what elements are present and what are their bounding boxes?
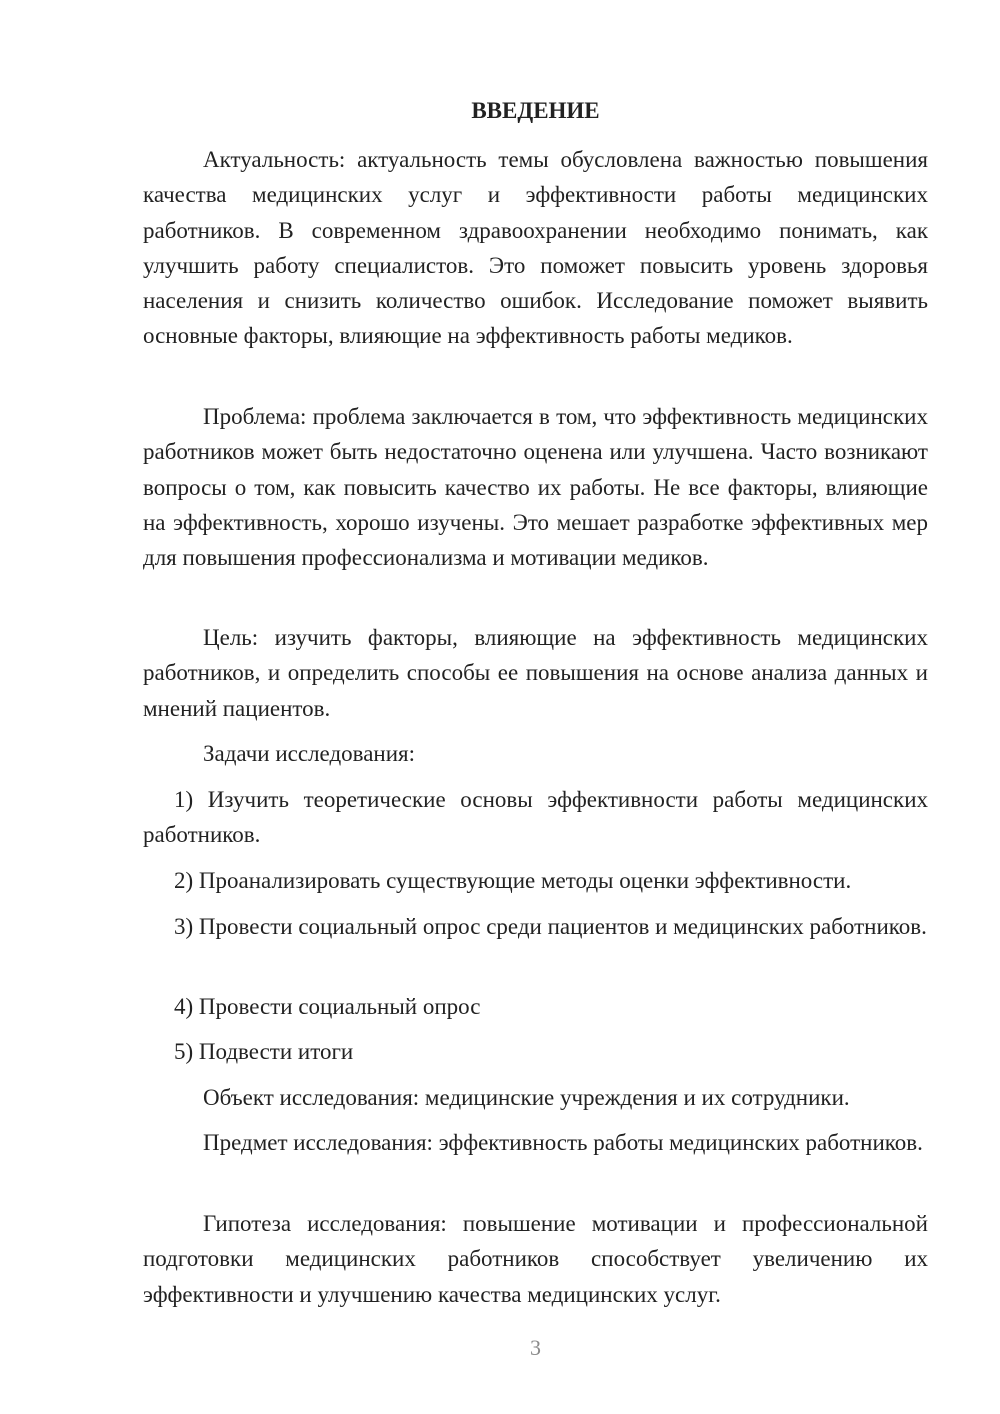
task-item-1: 1) Изучить теоретические основы эффективности работы медицинских работников. — [143, 787, 928, 848]
tasks-title: Задачи исследования: — [203, 741, 416, 766]
subject-paragraph: Предмет исследования: эффективность работы медицинских работников. — [203, 1130, 923, 1155]
problem-paragraph: Проблема: проблема заключается в том, что эффективность медицинских работников может быть недостаточно оценена или улучшена. Часто возникают вопросы о том, как повысить качество их работы. Не все факторы, влияющие на эффективность, хорошо изучены. Это мешает разработке эффективных мер для повышения профессионализма и мотивации медиков. — [143, 404, 928, 571]
page-number: 3 — [530, 1335, 541, 1360]
task-item-3: 3) Провести социальный опрос среди пациентов и медицинских работников. — [174, 914, 927, 939]
hypothesis-paragraph: Гипотеза исследования: повышение мотивации и профессиональной подготовки медицинских работников способствует увеличению их эффективности и улучшению качества медицинских услуг. — [143, 1211, 928, 1307]
task-item-4: 4) Провести социальный опрос — [174, 994, 481, 1019]
relevance-paragraph: Актуальность: актуальность темы обусловлена важностью повышения качества медицинских услуг и эффективности работы медицинских работников. В современном здравоохранении необходимо понимать, как улучшить работу специалистов. Это поможет повысить уровень здоровья населения и снизить количество ошибок. Исследование поможет выявить основные факторы, влияющие на эффективность работы медиков. — [143, 147, 928, 349]
page-title: ВВЕДЕНИЕ — [471, 98, 600, 123]
task-item-5: 5) Подвести итоги — [174, 1039, 354, 1064]
object-paragraph: Объект исследования: медицинские учреждения и их сотрудники. — [203, 1085, 850, 1110]
document-page — [143, 0, 928, 1414]
task-item-2: 2) Проанализировать существующие методы оценки эффективности. — [174, 868, 852, 893]
goal-paragraph: Цель: изучить факторы, влияющие на эффективность медицинских работников, и определить способы ее повышения на основе анализа данных и мнений пациентов. — [143, 625, 928, 721]
